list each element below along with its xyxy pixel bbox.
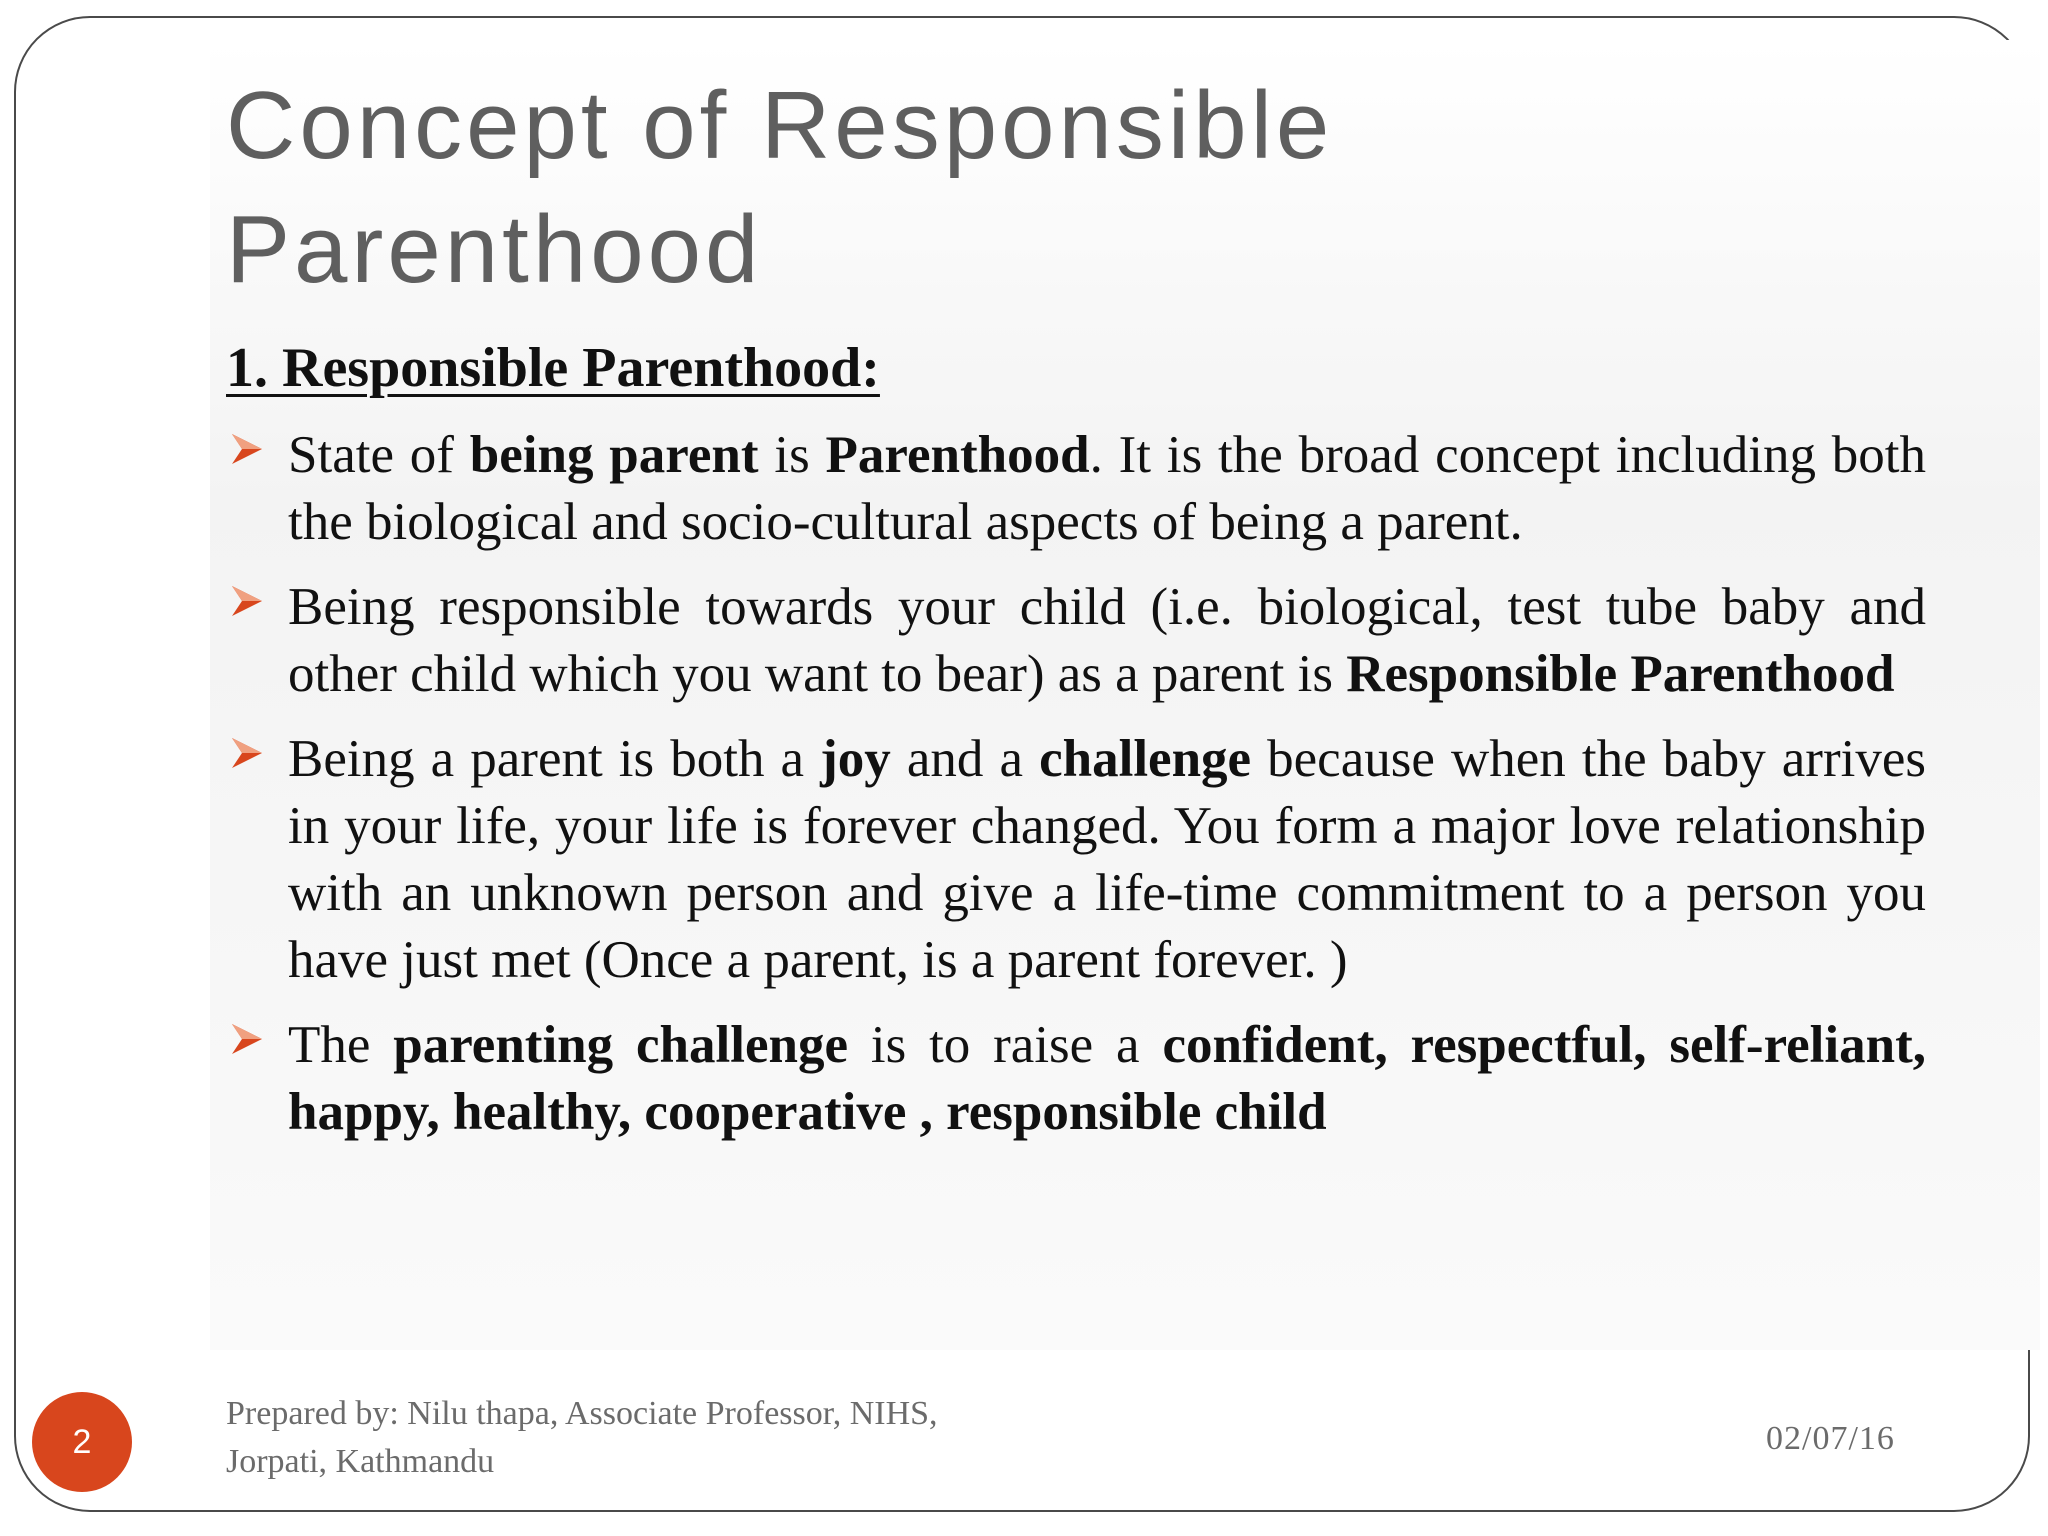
footer-credit-line-2: Jorpati, Kathmandu bbox=[226, 1443, 495, 1480]
arrowhead-bullet-icon bbox=[230, 432, 264, 466]
bullet-item bbox=[226, 1012, 1926, 1146]
footer-date: 02/07/16 bbox=[1766, 1420, 1895, 1457]
bullet-text: Being a parent is both a bbox=[288, 730, 821, 788]
arrowhead-bullet-icon bbox=[230, 736, 264, 770]
bullet-text: State of bbox=[288, 426, 470, 484]
footer-credit bbox=[226, 1390, 1126, 1486]
slide-title bbox=[226, 64, 1786, 312]
bullet-text: and a bbox=[890, 730, 1040, 788]
page-number: 2 bbox=[72, 1422, 92, 1461]
footer-credit-line-1: Prepared by: Nilu thapa, Associate Professor, NIHS, bbox=[226, 1395, 938, 1432]
arrowhead-bullet-icon bbox=[230, 584, 264, 618]
bullet-bold-text: joy bbox=[820, 730, 891, 788]
bullet-item bbox=[226, 422, 1926, 556]
bullet-text: is bbox=[758, 426, 826, 484]
bullet-text: Being responsible towards your child (i.e. biological, test tube baby and other child which you want to bear) as a parent is bbox=[288, 578, 1926, 703]
bullet-text: The bbox=[288, 1016, 394, 1074]
bullet-text: because when the baby arrives in your life, your life is forever changed. You form a major love relationship with an unknown person and give a life-time commitment to a person you have just met (Once a parent, is a parent forever. ) bbox=[288, 730, 1926, 989]
slide-title-line-1: Concept of Responsible bbox=[226, 72, 1334, 179]
page-number-badge bbox=[32, 1392, 132, 1492]
section-heading: 1. Responsible Parenthood: bbox=[226, 337, 880, 399]
bullet-bold-text: parenting challenge bbox=[393, 1016, 848, 1074]
bullet-item bbox=[226, 574, 1926, 708]
bullet-bold-text: confident, respectful, self-reliant, happy, healthy, cooperative , responsible child bbox=[288, 1016, 1926, 1141]
bullet-bold-text: Responsible Parenthood bbox=[1346, 645, 1895, 703]
bullet-text: is to raise a bbox=[848, 1016, 1163, 1074]
slide-title-line-2: Parenthood bbox=[226, 196, 763, 303]
bullet-bold-text: Parenthood bbox=[825, 426, 1090, 484]
bullet-bold-text: being parent bbox=[469, 426, 759, 484]
bullet-text: . It is the broad concept including both the biological and socio-cultural aspects of being a parent. bbox=[288, 426, 1926, 551]
bullet-bold-text: challenge bbox=[1039, 730, 1252, 788]
arrowhead-bullet-icon bbox=[230, 1022, 264, 1056]
bullet-list bbox=[226, 422, 1926, 1164]
bullet-item bbox=[226, 726, 1926, 994]
